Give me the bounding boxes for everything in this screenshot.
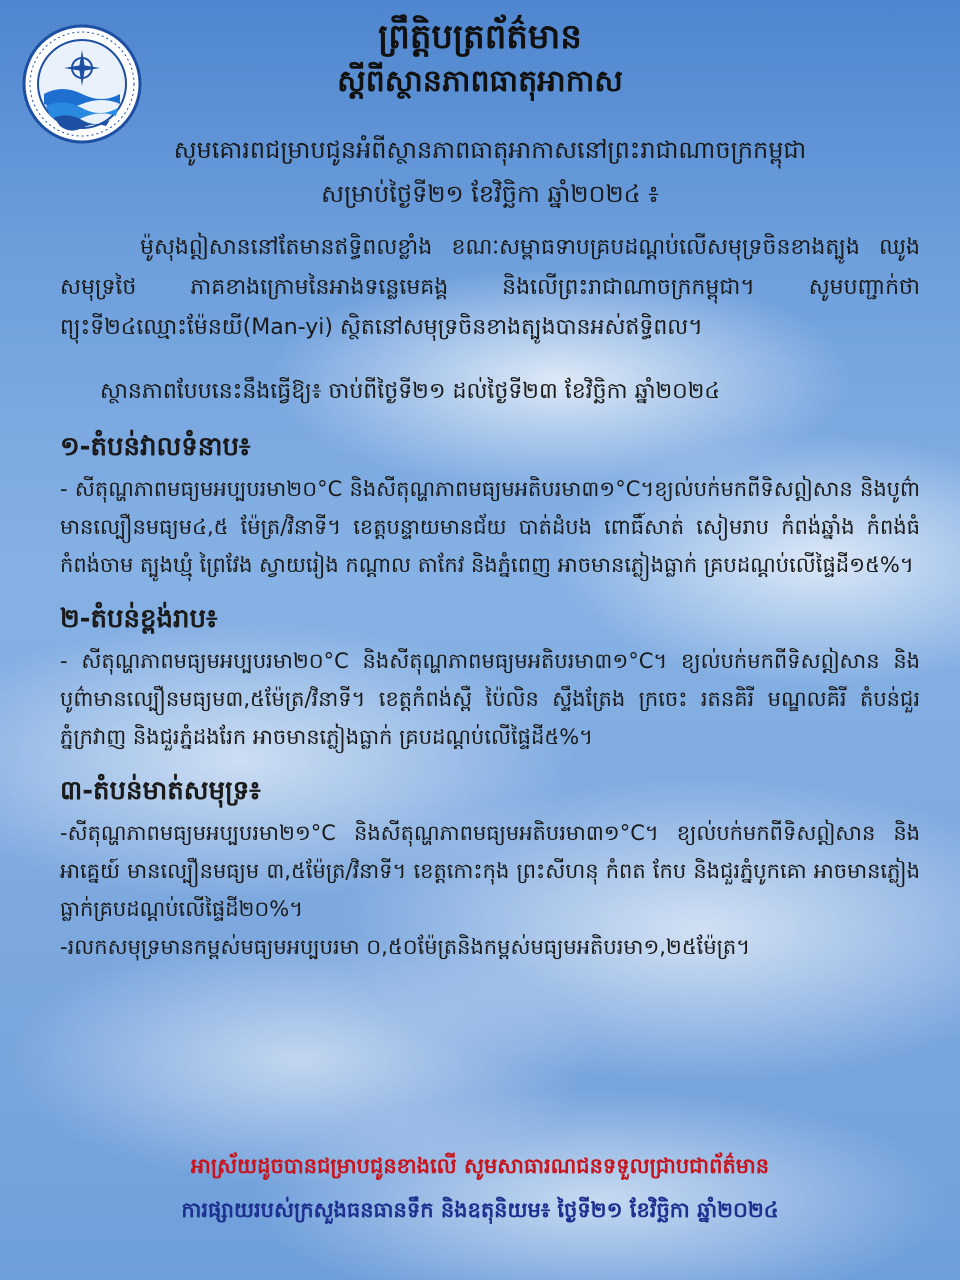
intro-line-1: សូមគោរពជម្រាបជូនអំពីស្ថានភាពធាតុអាកាសនៅព្រះរាជាណាចក្រកម្ពុជា bbox=[173, 136, 807, 164]
region-title: ៣-តំបន់មាត់សមុទ្រ៖ bbox=[60, 776, 261, 806]
forecast-duration: ស្ថានភាពបែបនេះនឹងធ្វើឱ្យ៖ ចាប់ពីថ្ងៃទី២១ ដល់ថ្ងៃទី២៣ ខែវិច្ឆិកា ឆ្នាំ២០២៤ bbox=[100, 379, 720, 404]
public-notice: អាស្រ័យដូចបានជម្រាបជូនខាងលើ សូមសាធារណជនទទួលជ្រាបជាព័ត៌មាន bbox=[190, 1154, 770, 1178]
publisher-source: ការផ្សាយរបស់ក្រសួងធនធានទឹក និងឧតុនិយម៖ ថ្ងៃទី២១ ខែវិច្ឆិកា ឆ្នាំ២០២៤ bbox=[181, 1198, 779, 1222]
region-text: - សីតុណ្ហភាពមធ្យមអប្បបរមា២០°C និងសីតុណ្ហភាពមធ្យមអតិបរមា៣១°C។ខ្យល់បក់មកពីទិសឦសាន និងបូព៌ាមានល្បឿនមធ្យម៤,៥ ម៉ែត្រ/វិនាទី។ ខេត្តបន្ទាយមានជ័យ បាត់ដំបង ពោធិ៍សាត់ សៀមរាប កំពង់ឆ្នាំង កំពង់ធំ កំពង់ចាម ត្បូងឃ្មុំ ព្រៃវែង ស្វាយរៀង កណ្តាល តាកែវ និងភ្នំពេញ អាចមានភ្លៀងធ្លាក់ គ្របដណ្តប់លើផ្ទៃដី១៥%។ bbox=[60, 477, 920, 577]
region-title: ២-តំបន់ខ្ពង់រាប៖ bbox=[60, 604, 218, 634]
bulletin-title: ព្រឹត្តិបត្រព័ត៌មាន bbox=[378, 17, 582, 57]
region-coastal bbox=[60, 770, 920, 966]
bulletin-footer bbox=[20, 1144, 940, 1232]
region-text: - សីតុណ្ហភាពមធ្យមអប្បបរមា២០°C និងសីតុណ្ហភាពមធ្យមអតិបរមា៣១°C។ ខ្យល់បក់មកពីទិសឦសាន និងបូព៌ាមានល្បឿនមធ្យម៣,៥ម៉ែត្រ/វិនាទី។ ខេត្តកំពង់ស្ពឺ ប៉ៃលិន ស្ទឹងត្រែង ក្រចេះ រតនគិរី មណ្ឌលគិរី តំបន់ជួរភ្នំក្រវាញ និងជួរភ្នំដងរែក អាចមានភ្លៀងធ្លាក់ គ្របដណ្តប់លើផ្ទៃដី៥%។ bbox=[60, 649, 920, 749]
ministry-logo-icon bbox=[22, 24, 142, 144]
region-text: -សីតុណ្ហភាពមធ្យមអប្បបរមា២១°C និងសីតុណ្ហភាពមធ្យមអតិបរមា៣១°C។ ខ្យល់បក់មកពីទិសឦសាន និងអាគ្នេយ៍ មានល្បឿនមធ្យម ៣,៥ម៉ែត្រ/វិនាទី។ ខេត្តកោះកុង ព្រះសីហនុ កំពត កែប និងជួរភ្នំបូកគោ អាចមានភ្លៀងធ្លាក់គ្របដណ្តប់លើផ្ទៃដី២០%។ bbox=[60, 821, 920, 921]
bulletin-body bbox=[60, 128, 920, 966]
region-highland bbox=[60, 598, 920, 756]
bulletin-header bbox=[160, 14, 800, 104]
region-lowland bbox=[60, 426, 920, 584]
bulletin-subtitle: ស្តីពីស្ថានភាពធាតុអាកាស bbox=[337, 64, 623, 99]
intro-line-2: សម្រាប់ថ្ងៃទី២១ ខែវិច្ឆិកា ឆ្នាំ២០២៤ ៖ bbox=[321, 180, 659, 208]
wave-height-text: -រលកសមុទ្រមានកម្ពស់មធ្យមអប្បបរមា ០,៥០ម៉ែត្រនិងកម្ពស់មធ្យមអតិបរមា១,២៥ម៉ែត្រ។ bbox=[60, 935, 751, 959]
weather-summary: ម៉ូសុងឦសាននៅតែមានឥទ្ធិពលខ្លាំង ខណៈសម្ពាធទាបគ្របដណ្តប់លើសមុទ្រចិនខាងត្បូង ឈូងសមុទ្រថៃ ភាគខាងក្រោមនៃអាងទន្លេមេគង្គ និងលើព្រះរាជាណាចក្រកម្ពុជា។ សូមបញ្ជាក់ថា ព្យុះទី២៤ឈ្មោះម៉ែនយី(Man-yi) ស្ថិតនៅសមុទ្រចិនខាងត្បូងបានអស់ឥទ្ធិពល។ bbox=[60, 235, 920, 340]
region-title: ១-តំបន់វាលទំនាប៖ bbox=[60, 432, 251, 462]
